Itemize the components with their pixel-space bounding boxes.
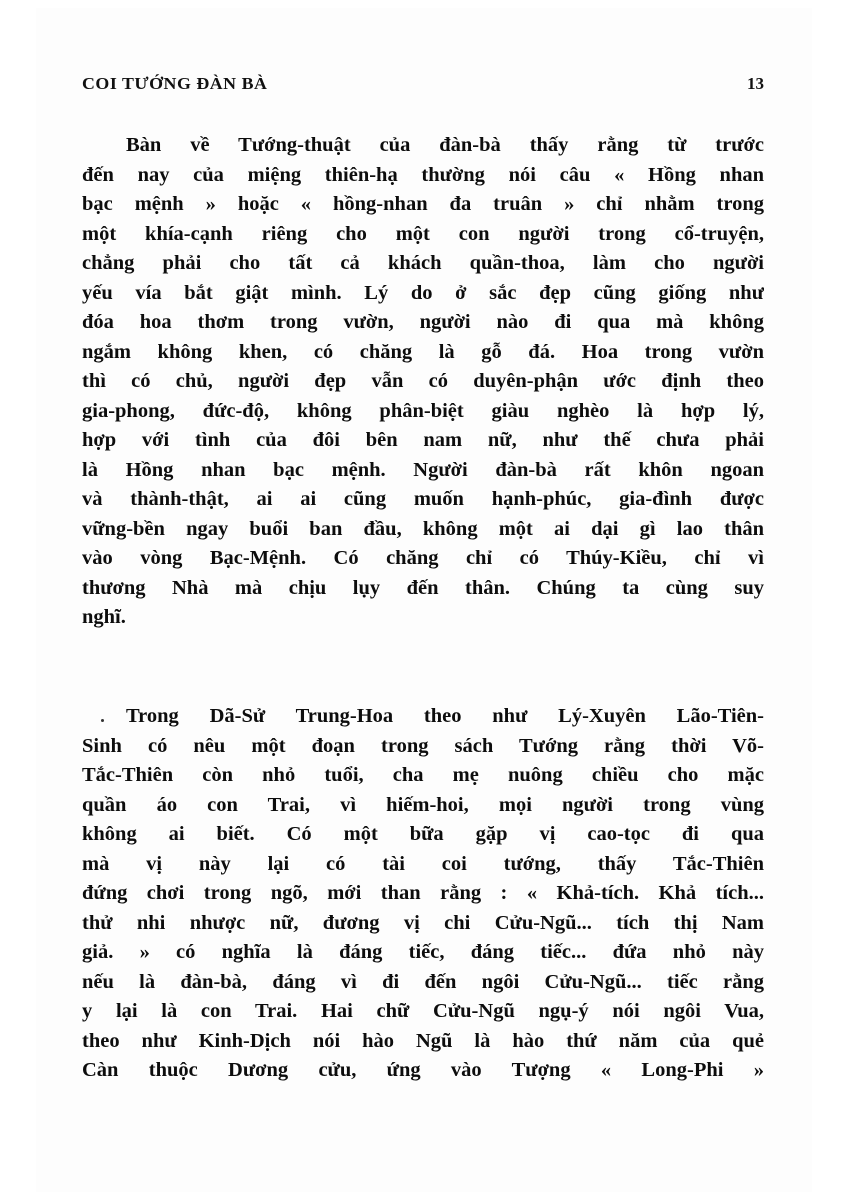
text-line: chẳng phải cho tất cả khách quần-thoa, làm cho người <box>82 252 764 274</box>
text-line: hợp với tình của đôi bên nam nữ, như thế chưa phải <box>82 429 764 451</box>
text-line: vững-bền ngay buổi ban đầu, không một ai dại gì lao thân <box>82 517 764 540</box>
text-line: bạc mệnh » hoặc « hồng-nhan đa truân » chỉ nhằm trong <box>82 193 764 215</box>
text-line: là Hồng nhan bạc mệnh. Người đàn-bà rất khôn ngoan <box>82 458 764 481</box>
paragraph-1 <box>82 131 764 633</box>
text-line: thì có chủ, người đẹp vẫn có duyên-phận ước định theo <box>82 370 764 392</box>
text-line: nghĩ. <box>82 606 126 628</box>
text-line: ngắm không khen, có chăng là gỗ đá. Hoa trong vườn <box>82 340 764 363</box>
text-line: Càn thuộc Dương cửu, ứng vào Tượng « Long-Phi » <box>82 1059 764 1081</box>
text-line: Sinh có nêu một đoạn trong sách Tướng rằng thời Võ- <box>82 734 764 757</box>
text-line: mà vị này lại có tài coi tướng, thấy Tắc-Thiên <box>82 852 764 875</box>
text-line: thử nhi nhược nữ, đương vị chi Cửu-Ngũ... tích thị Nam <box>82 911 764 934</box>
text-line: y lại là con Trai. Hai chữ Cửu-Ngũ ngụ-ý nói ngôi Vua, <box>82 1000 764 1022</box>
text-line: và thành-thật, ai ai cũng muốn hạnh-phúc, gia-đình được <box>82 488 764 510</box>
text-line: không ai biết. Có một bữa gặp vị cao-tọc đi qua <box>82 823 764 845</box>
paragraph-2 <box>82 702 764 1086</box>
text-line: Bàn về Tướng-thuật của đàn-bà thấy rằng từ trước <box>126 134 764 156</box>
text-line: đến nay của miệng thiên-hạ thường nói câu « Hồng nhan <box>82 163 764 186</box>
text-line: một khía-cạnh riêng cho một con người trong cổ-truyện, <box>82 222 764 245</box>
page-number: 13 <box>747 74 764 93</box>
page-header <box>82 74 764 98</box>
running-title: COI TƯỚNG ĐÀN BÀ <box>82 74 268 93</box>
text-line: vào vòng Bạc-Mệnh. Có chăng chỉ có Thúy-Kiều, chỉ vì <box>82 547 764 569</box>
text-line: theo như Kinh-Dịch nói hào Ngũ là hào thứ năm của quẻ <box>82 1029 764 1052</box>
text-line: quần áo con Trai, vì hiếm-hoi, mọi người trong vùng <box>82 793 764 816</box>
text-line: gia-phong, đức-độ, không phân-biệt giàu nghèo là hợp lý, <box>82 399 764 422</box>
text-line: giả. » có nghĩa là đáng tiếc, đáng tiếc... đứa nhỏ này <box>82 941 764 963</box>
text-line: đứng chơi trong ngõ, mới than rằng : « Khả-tích. Khả tích... <box>82 882 764 904</box>
text-line: đóa hoa thơm trong vườn, người nào đi qua mà không <box>82 311 764 333</box>
text-line: yếu vía bắt giật mình. Lý do ở sắc đẹp cũng giống như <box>82 281 764 304</box>
text-line: nếu là đàn-bà, đáng vì đi đến ngôi Cửu-Ngũ... tiếc rằng <box>82 970 764 993</box>
text-line: Trong Dã-Sử Trung-Hoa theo như Lý-Xuyên Lão-Tiên- <box>126 705 764 727</box>
text-line: thương Nhà mà chịu lụy đến thân. Chúng ta cùng suy <box>82 576 764 599</box>
text-line: Tắc-Thiên còn nhỏ tuổi, cha mẹ nuông chiều cho mặc <box>82 764 764 786</box>
